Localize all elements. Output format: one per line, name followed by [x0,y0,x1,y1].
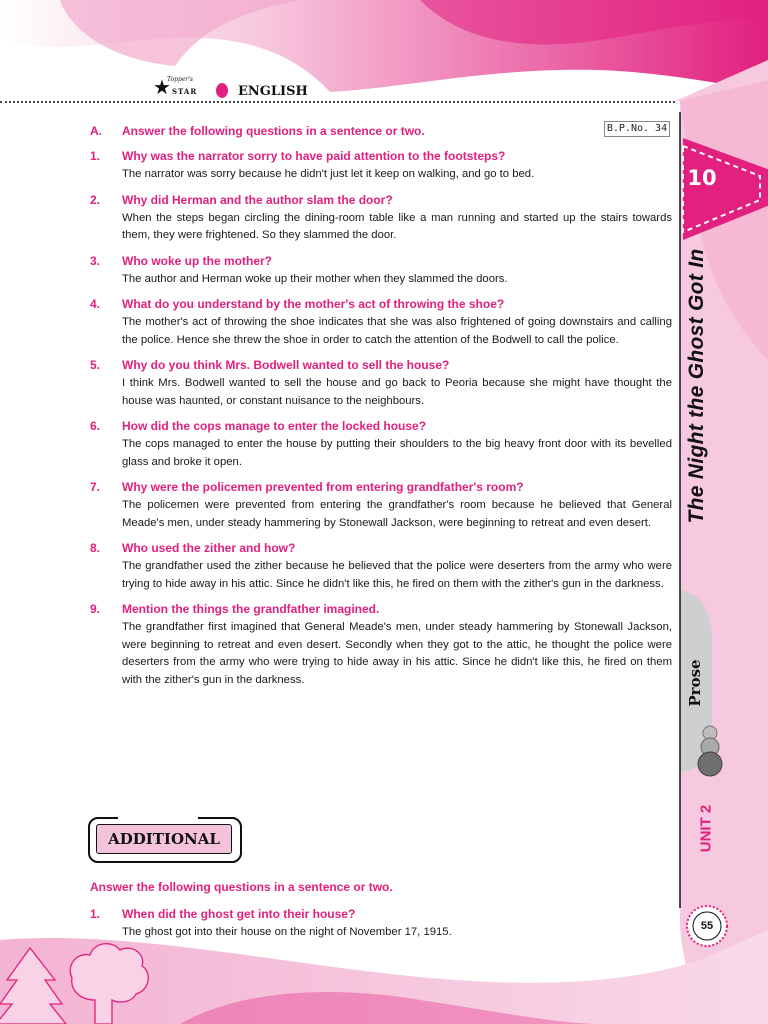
question [90,541,672,555]
question-text: How did the cops manage to enter the locked house? [122,419,427,433]
question-number: 1. [90,907,101,921]
question-number: 2. [90,192,101,207]
bp-number-badge: B.P.No. 34 [604,121,670,137]
section-letter: A. [90,124,102,138]
question-number: 8. [90,541,101,555]
question [90,419,672,433]
section-title: Answer the following questions in a sentence or two. [122,124,425,138]
section-heading [90,124,672,138]
additional-question-list [90,898,672,942]
question-number: 6. [90,419,101,433]
question-number: 9. [90,602,101,616]
header-dotted-line [0,101,675,103]
additional-banner [88,817,242,863]
question [90,480,672,494]
question [90,254,672,268]
question [90,602,672,616]
question-text: Why did Herman and the author slam the door? [122,192,393,207]
question [90,193,672,207]
answer-text: The grandfather first imagined that General Meade's men, under steady hammering by Stonewall Jackson, were beginning to retreat and even desert. Secondly when they got to the attic, he thought the police were deserters from the army who were trying to hide away in his attic. Since he didn't like this, he fired on them with the zither's gun in the darkness. [122,621,672,686]
question-text: Why were the policemen prevented from entering grandfather's room? [122,480,524,494]
question-text: Why do you think Mrs. Bodwell wanted to sell the house? [122,358,450,372]
subject-title: ENGLISH [238,84,308,99]
question-text: When did the ghost get into their house? [122,907,356,921]
main-content [90,124,672,689]
question-text: Who woke up the mother? [122,253,272,268]
answer-text: The grandfather used the zither because he believed that the police were deserters from the army who were trying to hide away in his attic. Since he didn't like this, he fired on them with the zither's gun in the darkness. [122,560,672,590]
question [90,907,672,921]
question-number: 4. [90,297,101,311]
pink-dot-icon [216,83,228,98]
question-text: Why was the narrator sorry to have paid attention to the footsteps? [122,149,506,163]
chapter-number: 10 [687,166,717,190]
toppers-star-logo [153,76,213,102]
question-list [90,149,672,689]
star-icon: ★ [153,77,171,99]
answer-text: The ghost got into their house on the night of November 17, 1915. [122,926,452,938]
question [90,297,672,311]
banner-box [96,824,232,854]
question-text: What do you understand by the mother's act of throwing the shoe? [122,297,505,311]
answer-text: I think Mrs. Bodwell wanted to sell the house and go back to Peoria because she might have thought the house was haunted, or constant nuisance to the neighbours. [122,377,672,407]
section-label: Prose [686,659,704,707]
question-number: 3. [90,253,101,268]
question [90,149,672,163]
answer-text: The narrator was sorry because he didn't just let it keep on walking, and go to bed. [122,168,535,180]
question [90,358,672,372]
question-number: 7. [90,480,101,494]
answer-text: The author and Herman woke up their mother when they slammed the doors. [122,272,508,285]
logo-word: STAR [172,87,198,96]
question-text: Who used the zither and how? [122,541,296,555]
additional-section-title: Answer the following questions in a sentence or two. [90,880,393,894]
question-text: Mention the things the grandfather imagined. [122,602,380,616]
answer-text: The policemen were prevented from entering the grandfather's room because he believed that General Meade's men, under steady hammering by Stonewall Jackson, were beginning to retreat and even desert. [122,499,672,529]
frame-gap-bottom [148,855,228,861]
unit-label: UNIT 2 [697,804,715,853]
logo-tagline: Topper's [167,76,193,83]
chapter-title: The Night the Ghost Got In [685,248,708,524]
frame-gap-top [118,814,198,820]
additional-label: ADDITIONAL [108,830,220,848]
page-number: 55 [700,920,714,932]
answer-text: The mother's act of throwing the shoe indicates that she was also frightened of going downstairs and calling the police. Hence she threw the shoe in order to catch the attention of the Bodwell to call the police. [122,316,672,346]
answer-text: The cops managed to enter the house by putting their shoulders to the big heavy front door with its bevelled glass and broke it open. [122,438,672,468]
question-number: 1. [90,149,101,163]
question-number: 5. [90,358,101,372]
answer-text: When the steps began circling the dining-room table like a man running and started up the stairs towards them, they were frightened. So they slammed the door. [122,211,672,241]
